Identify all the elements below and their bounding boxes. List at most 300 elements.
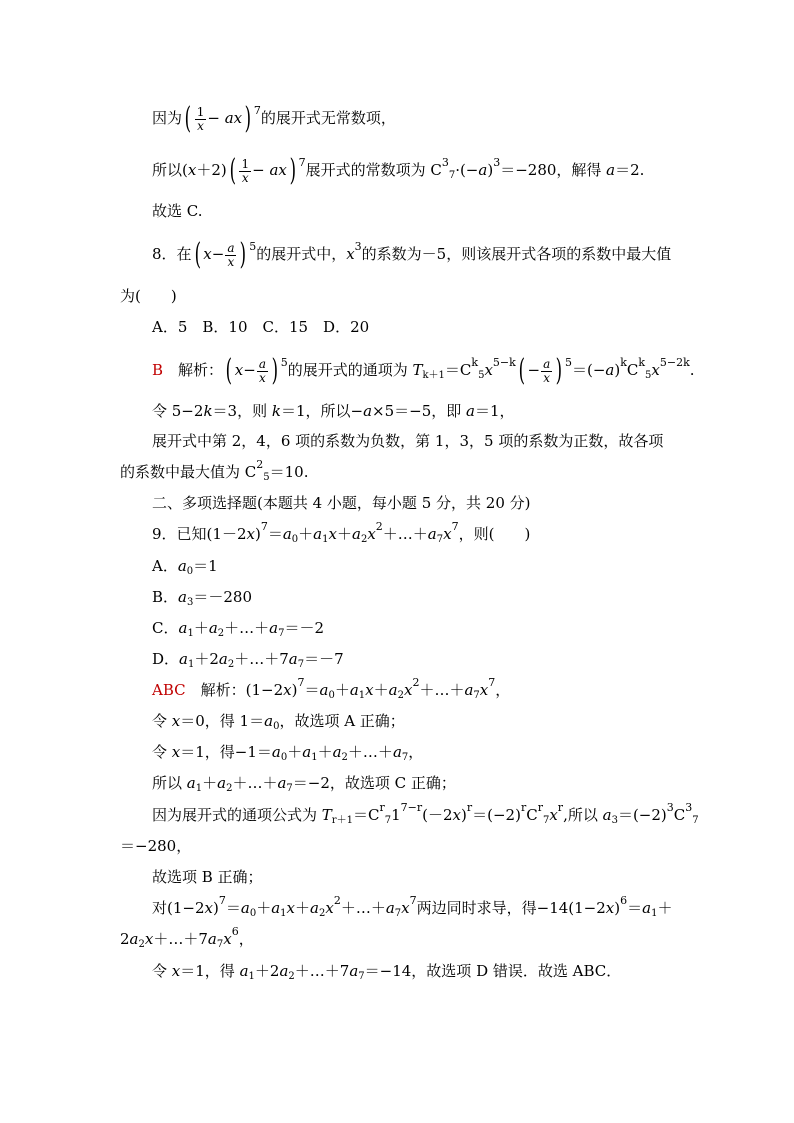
variable: a bbox=[385, 899, 395, 917]
variable: x bbox=[401, 899, 410, 917]
variable: a bbox=[177, 557, 187, 575]
text-segment: ) bbox=[212, 899, 219, 917]
subscript: 1 bbox=[195, 783, 203, 794]
text-segment: ＋…＋7 bbox=[234, 650, 289, 668]
text-segment: ＝－7 bbox=[304, 650, 344, 668]
fraction bbox=[239, 158, 251, 185]
text-segment: ＋2 bbox=[194, 650, 219, 668]
variable: a bbox=[208, 619, 218, 637]
fraction-denominator bbox=[239, 172, 251, 185]
text-segment: ＝1， bbox=[474, 402, 515, 420]
subscript: 3 bbox=[611, 815, 618, 826]
subscript: 1 bbox=[358, 690, 366, 701]
variable: x bbox=[171, 743, 181, 761]
variable: a bbox=[349, 962, 359, 980]
exponent: 5 bbox=[280, 356, 288, 369]
text-segment: ＋2 bbox=[254, 962, 280, 980]
text-segment: D． bbox=[152, 650, 180, 668]
text-segment: 令 bbox=[152, 962, 172, 980]
subscript: 7 bbox=[384, 815, 392, 826]
text-segment: ＋…＋ bbox=[340, 899, 386, 917]
subscript: 0 bbox=[291, 534, 299, 545]
text-segment: 解析：(1−2 bbox=[185, 681, 284, 699]
text-segment: C bbox=[626, 361, 639, 379]
text-line: 故选 C. bbox=[152, 202, 203, 220]
subscript: 3 bbox=[186, 597, 194, 608]
variable: x bbox=[346, 245, 355, 263]
text-segment: ＋…＋7 bbox=[294, 962, 350, 980]
text-segment: 展开式的常数项为 C bbox=[305, 161, 442, 179]
text-segment: ＝－280 bbox=[193, 588, 252, 606]
variable: a bbox=[227, 240, 235, 255]
subscript: 5 bbox=[263, 472, 270, 483]
text-segment: ＝ bbox=[225, 899, 241, 917]
variable: a bbox=[240, 899, 250, 917]
exponent: 7 bbox=[260, 520, 268, 533]
text-segment: − bbox=[252, 161, 270, 179]
variable: a bbox=[310, 899, 319, 917]
text-segment: 的展开式的通项为 bbox=[287, 361, 413, 379]
subscript: 7 bbox=[216, 939, 224, 950]
variable: a bbox=[351, 525, 361, 543]
subscript: 2 bbox=[217, 628, 225, 639]
text-line bbox=[152, 894, 673, 919]
subscript: 7 bbox=[358, 971, 365, 982]
text-segment: ，则( ) bbox=[458, 525, 531, 543]
text-segment: ＝－2 bbox=[284, 619, 325, 637]
variable: a bbox=[427, 525, 437, 543]
text-segment: ) bbox=[614, 899, 621, 917]
superscript: r bbox=[537, 801, 543, 814]
text-segment: 所以( bbox=[152, 161, 188, 179]
subscript: 0 bbox=[328, 690, 335, 701]
subscript: 2 bbox=[341, 752, 348, 763]
subscript: 2 bbox=[226, 783, 233, 794]
text-line bbox=[152, 801, 699, 826]
subscript: 7 bbox=[473, 690, 480, 701]
variable: x bbox=[443, 525, 452, 543]
text-segment: ＋…＋ bbox=[232, 774, 278, 792]
variable: k bbox=[203, 402, 213, 420]
text-segment: ＝1，得−1＝ bbox=[180, 743, 272, 761]
text-segment: 两边同时求导，得−14(1−2 bbox=[416, 899, 606, 917]
subscript: 2 bbox=[397, 690, 404, 701]
text-segment: − bbox=[527, 361, 541, 379]
variable: x bbox=[286, 899, 295, 917]
left-paren-icon: ( bbox=[194, 237, 201, 272]
text-segment: 对(1−2 bbox=[152, 899, 205, 917]
subscript: 1 bbox=[651, 908, 658, 919]
exponent: 7 bbox=[298, 156, 306, 169]
text-segment: ) bbox=[291, 681, 298, 699]
variable: x bbox=[187, 161, 197, 179]
variable: ax bbox=[269, 161, 287, 179]
subscript: 7 bbox=[278, 628, 285, 639]
variable: a bbox=[319, 681, 329, 699]
text-segment: ,所以 bbox=[563, 806, 603, 824]
text-segment: ＋…＋ bbox=[224, 619, 270, 637]
variable: a bbox=[269, 619, 279, 637]
fraction-denominator bbox=[541, 372, 552, 385]
text-segment: ＝(−2) bbox=[617, 806, 667, 824]
fraction-denominator bbox=[225, 256, 236, 269]
variable: a bbox=[388, 681, 398, 699]
right-paren-icon: ) bbox=[271, 353, 279, 388]
subscript: 1 bbox=[187, 628, 194, 639]
question-stem bbox=[152, 520, 531, 545]
exponent: 5−k bbox=[492, 356, 516, 369]
right-paren-icon: ) bbox=[244, 101, 252, 136]
variable: a bbox=[178, 619, 188, 637]
variable: a bbox=[178, 588, 187, 606]
left-paren-icon: ( bbox=[229, 153, 236, 188]
text-segment: ＝ bbox=[627, 899, 643, 917]
text-segment: ＋ bbox=[298, 525, 314, 543]
text-segment: ) bbox=[487, 161, 494, 179]
fraction-numerator bbox=[225, 242, 236, 256]
text-segment: ＋ bbox=[657, 899, 673, 917]
exponent: 2 bbox=[333, 894, 341, 907]
variable: x bbox=[234, 361, 244, 379]
exponent: 3 bbox=[493, 156, 501, 169]
subscript: 1 bbox=[187, 659, 195, 670]
variable: x bbox=[259, 370, 266, 385]
answer-key: ABC bbox=[152, 681, 186, 699]
text-segment: 的展开式中， bbox=[256, 245, 347, 263]
text-segment: ＋ bbox=[287, 743, 303, 761]
variable: a bbox=[605, 361, 615, 379]
variable: a bbox=[277, 774, 287, 792]
text-segment: ， bbox=[408, 743, 424, 761]
text-segment: ) bbox=[614, 361, 621, 379]
subscript: 7 bbox=[448, 170, 456, 181]
text-segment: A． bbox=[152, 557, 178, 575]
variable: x bbox=[367, 525, 376, 543]
variable: x bbox=[246, 525, 255, 543]
fraction-numerator: 1 bbox=[241, 156, 250, 171]
variable: x bbox=[484, 361, 493, 379]
section-heading: 二、多项选择题(本题共 4 小题，每小题 5 分，共 20 分) bbox=[152, 494, 531, 512]
variable: a bbox=[179, 650, 188, 668]
subscript: r＋1 bbox=[331, 815, 353, 826]
left-paren-icon: ( bbox=[518, 353, 525, 388]
exponent: 5 bbox=[249, 240, 257, 253]
text-segment: ＝(−2) bbox=[472, 806, 521, 824]
text-segment: ＋ bbox=[334, 681, 350, 699]
subscript: 0 bbox=[249, 908, 257, 919]
variable: x bbox=[203, 245, 212, 263]
exponent: 7−r bbox=[400, 801, 423, 814]
variable: x bbox=[328, 525, 337, 543]
text-segment: 2 bbox=[120, 930, 130, 948]
variable: x bbox=[144, 930, 154, 948]
subscript: 7 bbox=[286, 783, 293, 794]
fraction-numerator bbox=[541, 358, 552, 372]
variable: a bbox=[217, 774, 227, 792]
subscript: 7 bbox=[542, 815, 550, 826]
text-segment: 8．在 bbox=[152, 245, 192, 263]
exponent: 7 bbox=[451, 520, 459, 533]
subscript: 1 bbox=[248, 971, 255, 982]
text-segment: ＋…＋ bbox=[419, 681, 465, 699]
variable: x bbox=[283, 681, 292, 699]
left-paren-icon: ( bbox=[184, 101, 192, 136]
variable: a bbox=[258, 356, 266, 371]
option-b bbox=[152, 586, 252, 608]
text-segment: C bbox=[673, 806, 686, 824]
variable: T bbox=[412, 361, 423, 379]
fraction-numerator: 1 bbox=[196, 104, 205, 119]
subscript: 5 bbox=[478, 370, 485, 381]
text-segment: 1 bbox=[391, 806, 401, 824]
variable: a bbox=[279, 962, 289, 980]
variable: x bbox=[171, 712, 181, 730]
variable: x bbox=[403, 681, 413, 699]
right-paren-icon: ) bbox=[240, 237, 247, 272]
text-line: 为( ) bbox=[120, 287, 177, 305]
text-segment: − bbox=[211, 245, 225, 263]
text-segment: C bbox=[526, 806, 538, 824]
superscript: r bbox=[379, 801, 385, 814]
fraction-numerator bbox=[257, 358, 268, 372]
text-segment: ＋ bbox=[336, 525, 352, 543]
exponent: 7 bbox=[297, 676, 305, 689]
text-segment: ＝−14，故选项 D 错误．故选 ABC． bbox=[364, 962, 622, 980]
subscript: 0 bbox=[280, 752, 288, 763]
text-segment: ，故选项 A 正确； bbox=[279, 712, 405, 730]
exponent: 7 bbox=[488, 676, 496, 689]
subscript: 2 bbox=[288, 971, 295, 982]
variable: x bbox=[549, 806, 558, 824]
text-segment: ＝1 bbox=[193, 557, 218, 575]
text-segment: ＋2) bbox=[196, 161, 227, 179]
text-line bbox=[152, 710, 405, 732]
text-segment: ) bbox=[254, 525, 261, 543]
variable: k bbox=[271, 402, 281, 420]
variable: x bbox=[543, 370, 551, 385]
text-line bbox=[120, 925, 254, 950]
subscript: 1 bbox=[311, 752, 318, 763]
variable: a bbox=[282, 525, 292, 543]
variable: a bbox=[478, 161, 488, 179]
text-line bbox=[152, 676, 511, 701]
subscript: 1 bbox=[322, 534, 329, 545]
text-segment: ＝−280，解得 bbox=[500, 161, 607, 179]
text-segment: 因为展开式的通项公式为 bbox=[152, 806, 322, 824]
text-segment: 因为 bbox=[152, 109, 183, 127]
text-segment: ＋ bbox=[317, 743, 333, 761]
text-line: 展开式中第 2，4，6 项的系数为负数，第 1，3，5 项的系数为正数，故各项 bbox=[152, 432, 664, 450]
text-segment: ， bbox=[495, 681, 511, 699]
variable: a bbox=[271, 743, 281, 761]
variable: a bbox=[332, 743, 342, 761]
subscript: 2 bbox=[318, 908, 326, 919]
superscript: k bbox=[471, 356, 479, 369]
subscript: 0 bbox=[273, 721, 280, 732]
text-line bbox=[152, 237, 672, 272]
fraction bbox=[257, 358, 268, 385]
variable: x bbox=[171, 962, 181, 980]
text-segment: (－2 bbox=[422, 806, 453, 824]
subscript: 7 bbox=[401, 752, 409, 763]
variable: x bbox=[197, 118, 204, 133]
right-paren-icon: ) bbox=[555, 353, 563, 388]
exponent: 3 bbox=[354, 240, 362, 253]
variable: a bbox=[466, 402, 475, 420]
fraction-denominator bbox=[195, 120, 207, 133]
superscript: 3 bbox=[441, 156, 449, 169]
subscript: 2 bbox=[227, 659, 235, 670]
subscript: 7 bbox=[436, 534, 444, 545]
superscript: 2 bbox=[256, 458, 264, 471]
variable: a bbox=[302, 743, 312, 761]
variable: a bbox=[271, 899, 281, 917]
exponent: 7 bbox=[253, 104, 261, 117]
exponent: 5−2k bbox=[659, 356, 690, 369]
text-segment: 的展开式无常数项， bbox=[260, 109, 396, 127]
superscript: k bbox=[638, 356, 646, 369]
fraction-denominator bbox=[257, 372, 268, 385]
option-a bbox=[152, 555, 218, 577]
left-paren-icon: ( bbox=[225, 353, 233, 388]
text-segment: . bbox=[689, 361, 695, 379]
variable: a bbox=[218, 650, 228, 668]
text-segment: ＝2. bbox=[615, 161, 645, 179]
subscript: 5 bbox=[645, 370, 652, 381]
text-line bbox=[120, 458, 309, 483]
text-segment: 令 bbox=[152, 743, 172, 761]
text-line bbox=[152, 960, 621, 982]
variable: x bbox=[479, 681, 489, 699]
text-segment: ＝C bbox=[444, 361, 472, 379]
variable: x bbox=[241, 170, 249, 185]
superscript: 3 bbox=[685, 801, 693, 814]
fraction bbox=[195, 106, 207, 133]
variable: a bbox=[239, 962, 249, 980]
text-segment: C． bbox=[152, 619, 179, 637]
variable: a bbox=[288, 650, 298, 668]
variable: a bbox=[392, 743, 402, 761]
text-segment: ＝0，得 1＝ bbox=[180, 712, 265, 730]
exponent: 3 bbox=[666, 801, 674, 814]
text-segment: ＋ bbox=[256, 899, 272, 917]
variable: x bbox=[365, 681, 374, 699]
text-segment: 令 bbox=[152, 712, 172, 730]
subscript: 2 bbox=[138, 939, 145, 950]
variable: a bbox=[186, 774, 196, 792]
right-paren-icon: ) bbox=[289, 153, 296, 188]
text-segment: 解析： bbox=[163, 361, 224, 379]
text-segment: ＋ bbox=[373, 681, 389, 699]
variable: x bbox=[223, 930, 232, 948]
text-segment: ＝ bbox=[304, 681, 320, 699]
text-segment: ， bbox=[238, 930, 254, 948]
text-segment: 的系数中最大值为 C bbox=[120, 463, 257, 481]
text-segment: ×5＝−5，即 bbox=[372, 402, 467, 420]
option-c bbox=[152, 617, 324, 639]
variable: x bbox=[325, 899, 334, 917]
fraction bbox=[541, 358, 552, 385]
text-segment: ＝C bbox=[352, 806, 380, 824]
text-segment: ·(− bbox=[455, 161, 479, 179]
exponent: 2 bbox=[375, 520, 383, 533]
text-segment: 的系数为－5，则该展开式各项的系数中最大值 bbox=[361, 245, 672, 263]
subscript: 7 bbox=[692, 815, 699, 826]
text-segment: − bbox=[207, 109, 225, 127]
option-d bbox=[152, 648, 344, 670]
subscript: 0 bbox=[186, 566, 194, 577]
variable: a bbox=[207, 930, 217, 948]
text-line bbox=[152, 400, 515, 422]
text-segment: ＝10. bbox=[269, 463, 309, 481]
exponent: 6 bbox=[231, 925, 239, 938]
text-line: ＝−280， bbox=[120, 837, 192, 855]
answer-options: A．5 B．10 C．15 D．20 bbox=[152, 318, 370, 336]
variable: x bbox=[204, 899, 213, 917]
exponent: r bbox=[520, 801, 527, 814]
text-segment: ＝(− bbox=[571, 361, 606, 379]
text-line bbox=[152, 353, 695, 388]
answer-key: B bbox=[152, 361, 164, 379]
text-segment: 所以 bbox=[152, 774, 187, 792]
fraction bbox=[225, 242, 236, 269]
subscript: k＋1 bbox=[422, 370, 445, 381]
exponent: 2 bbox=[412, 676, 420, 689]
variable: x bbox=[227, 254, 235, 269]
exponent: k bbox=[620, 356, 627, 369]
text-line bbox=[152, 101, 396, 136]
subscript: 2 bbox=[360, 534, 368, 545]
subscript: 7 bbox=[297, 659, 305, 670]
text-segment: B． bbox=[152, 588, 179, 606]
variable: ax bbox=[224, 109, 243, 127]
text-segment: ＋ bbox=[193, 619, 209, 637]
subscript: 1 bbox=[280, 908, 287, 919]
text-line bbox=[152, 772, 456, 794]
variable: a bbox=[642, 899, 652, 917]
variable: a bbox=[602, 806, 612, 824]
text-segment: ＋…＋7 bbox=[153, 930, 208, 948]
subscript: 7 bbox=[394, 908, 402, 919]
text-segment: − bbox=[243, 361, 256, 379]
text-segment: 9．已知(1－2 bbox=[152, 525, 247, 543]
text-segment: ＝3，则 bbox=[212, 402, 272, 420]
variable: a bbox=[264, 712, 274, 730]
text-segment: ＝ bbox=[267, 525, 283, 543]
text-segment: ＝−2，故选项 C 正确； bbox=[292, 774, 456, 792]
variable: a bbox=[464, 681, 474, 699]
text-segment: ＋ bbox=[295, 899, 311, 917]
text-line bbox=[152, 741, 423, 763]
variable: a bbox=[349, 681, 359, 699]
variable: a bbox=[543, 356, 551, 371]
text-segment: ＝1，所以− bbox=[280, 402, 364, 420]
exponent: 7 bbox=[218, 894, 226, 907]
text-segment: ＋ bbox=[202, 774, 218, 792]
variable: x bbox=[651, 361, 660, 379]
variable: a bbox=[313, 525, 323, 543]
exponent: 7 bbox=[409, 894, 417, 907]
exponent: r bbox=[557, 801, 564, 814]
text-segment: 令 5−2 bbox=[152, 402, 204, 420]
text-segment: ＋…＋ bbox=[382, 525, 428, 543]
variable: a bbox=[606, 161, 616, 179]
variable: a bbox=[129, 930, 139, 948]
variable: a bbox=[363, 402, 373, 420]
variable: x bbox=[452, 806, 461, 824]
text-segment: ＋…＋ bbox=[347, 743, 393, 761]
exponent: 5 bbox=[564, 356, 572, 369]
